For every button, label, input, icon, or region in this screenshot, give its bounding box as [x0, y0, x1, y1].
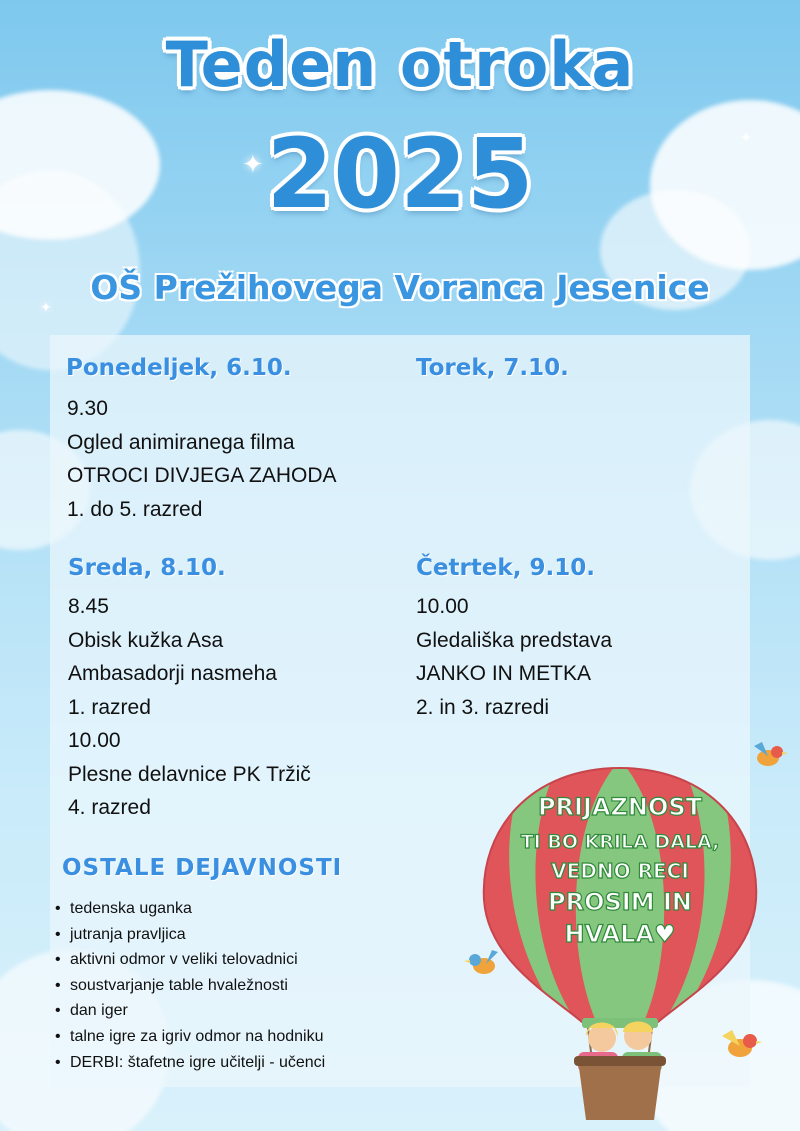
- day-body-monday: [67, 392, 337, 526]
- day-line: 2. in 3. razredi: [416, 695, 550, 719]
- day-line: 10.00: [68, 729, 121, 752]
- day-body-thursday: [416, 590, 612, 724]
- day-line: Gledališka predstava: [416, 628, 613, 652]
- day-line: 4. razred: [68, 796, 151, 819]
- list-item: • talne igre za igriv odmor na hodniku: [52, 1024, 325, 1050]
- balloon-text-line: PROSIM IN: [548, 888, 692, 916]
- day-line: Obisk kužka Asa: [68, 628, 224, 652]
- balloon-basket: [578, 1060, 662, 1120]
- day-line: 8.45: [68, 595, 109, 618]
- balloon-text-line: PRIJAZNOST: [537, 793, 703, 821]
- hot-air-balloon-illustration: [470, 760, 770, 1130]
- day-line: 1. do 5. razred: [67, 497, 203, 521]
- balloon-text-line: VEDNO RECI: [551, 859, 689, 883]
- list-item: • dan iger: [52, 998, 325, 1024]
- bird-icon: [748, 738, 788, 772]
- day-line: Plesne delavnice PK Tržič: [68, 762, 311, 786]
- bird-icon: [464, 946, 504, 980]
- day-title-wednesday: Sreda, 8.10.: [68, 555, 226, 581]
- sparkle-icon: ✦: [740, 130, 752, 146]
- other-activities-list: [52, 896, 325, 1075]
- list-item: • DERBI: štafetne igre učitelji - učenci: [52, 1050, 325, 1076]
- day-line: Ogled animiranega filma: [67, 430, 295, 454]
- poster-title: Teden otroka: [165, 28, 635, 101]
- day-line: Ambasadorji nasmeha: [68, 662, 277, 685]
- day-line: 9.30: [67, 397, 108, 420]
- list-item: • aktivni odmor v veliki telovadnici: [52, 947, 325, 973]
- sparkle-icon: ✦: [242, 150, 264, 180]
- balloon-text-line: HVALA♥: [564, 920, 676, 948]
- list-item: • soustvarjanje table hvaležnosti: [52, 973, 325, 999]
- day-line: 1. razred: [68, 695, 151, 719]
- balloon-text-line: TI BO KRILA DALA,: [520, 831, 720, 853]
- poster-year: 2025: [266, 118, 534, 230]
- day-line: OTROCI DIVJEGA ZAHODA: [67, 464, 337, 487]
- sparkle-icon: ✦: [40, 300, 52, 316]
- day-body-wednesday: [68, 590, 311, 825]
- day-line: JANKO IN METKA: [416, 662, 592, 685]
- day-title-thursday: Četrtek, 9.10.: [416, 555, 595, 581]
- list-item: • jutranja pravljica: [52, 922, 325, 948]
- day-title-tuesday: Torek, 7.10.: [416, 355, 569, 381]
- list-item: • tedenska uganka: [52, 896, 325, 922]
- school-name: OŠ Prežihovega Voranca Jesenice: [90, 268, 710, 307]
- day-line: 10.00: [416, 595, 469, 618]
- other-activities-title: OSTALE DEJAVNOSTI: [62, 855, 343, 881]
- bird-icon: [718, 1026, 762, 1064]
- day-title-monday: Ponedeljek, 6.10.: [66, 355, 292, 381]
